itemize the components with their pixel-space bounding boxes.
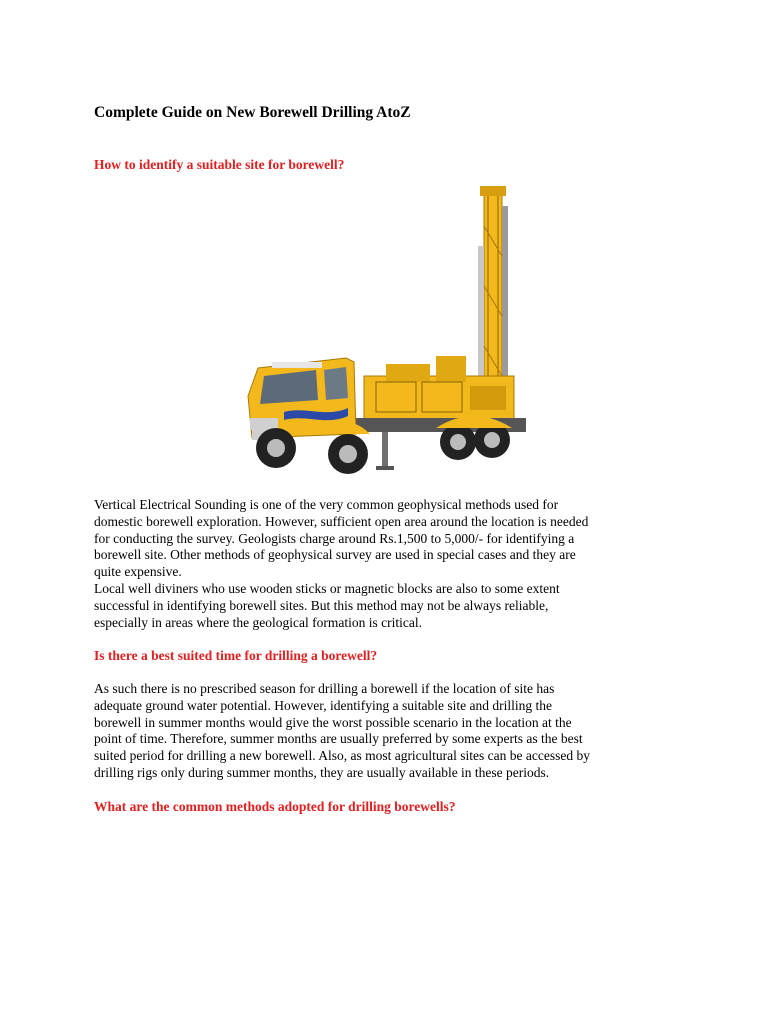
- section-heading-site: How to identify a suitable site for borewell?: [94, 157, 345, 172]
- text-line: Local well diviners who use wooden sticks or magnetic blocks are also to some extent: [94, 580, 560, 596]
- text-line: especially in areas where the geological formation is critical.: [94, 614, 422, 630]
- text-line: domestic borewell exploration. However, sufficient open area around the location is needed: [94, 513, 589, 529]
- text-line: As such there is no prescribed season for drilling a borewell if the location of site has: [94, 681, 555, 696]
- text-line: successful in identifying borewell sites. But this method may not be always reliable,: [94, 597, 549, 613]
- text-line: borewell site. Other methods of geophysical survey are used in special cases and they are: [94, 547, 576, 563]
- text-line: quite expensive.: [94, 564, 182, 580]
- paragraph-site: [94, 497, 674, 631]
- text-line: suited period for drilling a new borewell. Also, as most agricultural sites can be accessed by: [94, 748, 590, 764]
- paragraph-time: [94, 681, 674, 782]
- section-heading-methods: What are the common methods adopted for drilling borewells?: [94, 799, 456, 814]
- text-line: Vertical Electrical Sounding is one of the very common geophysical methods used for: [94, 497, 559, 512]
- drilling-rig-image: [236, 186, 532, 484]
- text-line: point of time. Therefore, summer months are usually preferred by some experts as the best: [94, 731, 583, 747]
- section-heading-time: Is there a best suited time for drilling a borewell?: [94, 648, 378, 663]
- text-line: for conducting the survey. Geologists charge around Rs.1,500 to 5,000/- for identifying a: [94, 530, 575, 546]
- document-title: Complete Guide on New Borewell Drilling AtoZ: [94, 104, 411, 121]
- text-line: adequate ground water potential. However, identifying a suitable site and drilling the: [94, 697, 552, 713]
- text-line: drilling rigs only during summer months, they are usually available in these periods.: [94, 764, 550, 780]
- text-line: borewell in summer months would give the worst possible scenario in the location at the: [94, 714, 572, 730]
